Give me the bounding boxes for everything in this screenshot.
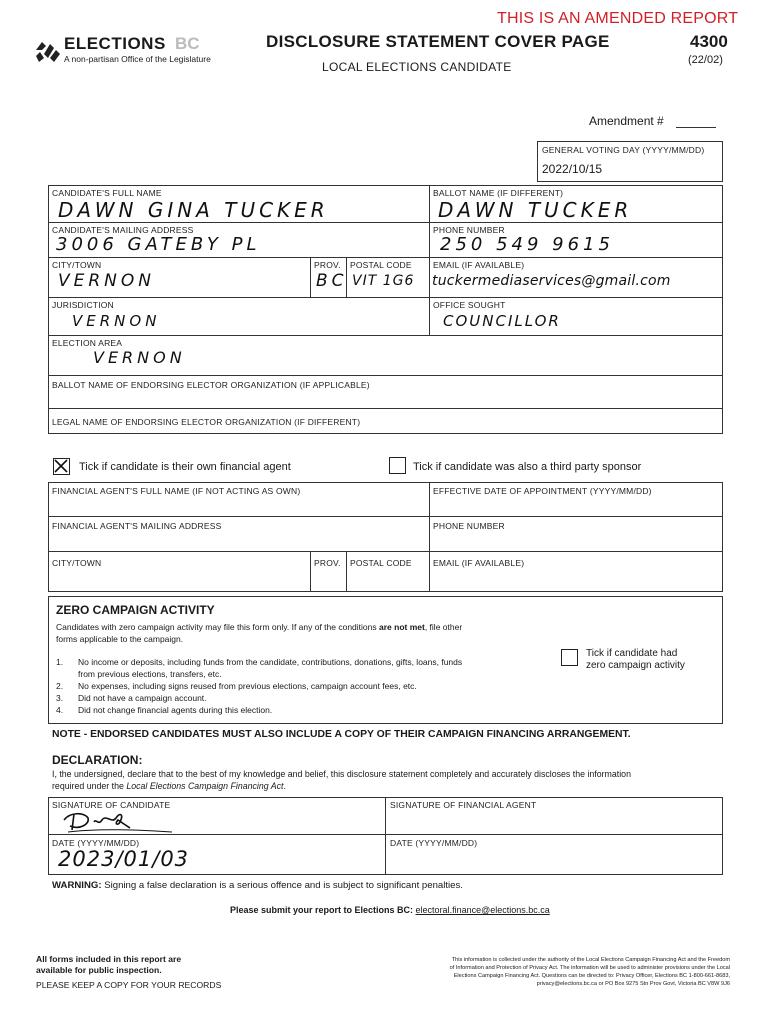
agent-phone-label: PHONE NUMBER bbox=[433, 521, 505, 531]
condition-item: 3. Did not have a campaign account. bbox=[56, 693, 207, 703]
candidate-name-label: CANDIDATE'S FULL NAME bbox=[52, 188, 162, 198]
prov-value[interactable]: BC bbox=[316, 271, 348, 291]
voting-day-box[interactable] bbox=[537, 141, 723, 182]
ballot-name-value[interactable]: DAWN TUCKER bbox=[438, 198, 633, 222]
phone-value[interactable]: 250 549 9615 bbox=[440, 234, 614, 255]
endorsed-note: NOTE - ENDORSED CANDIDATES MUST ALSO INCLUDE A COPY OF THEIR CAMPAIGN FINANCING ARRANGEMENT. bbox=[52, 729, 631, 740]
zero-campaign-tick-label: Tick if candidate had zero campaign activity bbox=[586, 648, 685, 671]
postal-value[interactable]: VIT 1G6 bbox=[352, 273, 415, 289]
warning-text: WARNING: Signing a false declaration is a serious offence and is subject to significant penalties. bbox=[52, 880, 463, 891]
candidate-date-label: DATE (YYYY/MM/DD) bbox=[52, 838, 140, 848]
elections-bc-logo bbox=[34, 34, 224, 68]
election-area-value[interactable]: VERNON bbox=[93, 348, 186, 367]
agent-postal-label: POSTAL CODE bbox=[350, 558, 412, 568]
condition-item: 4. Did not change financial agents during this election. bbox=[56, 705, 273, 715]
logo-mark-icon bbox=[34, 36, 64, 64]
financial-agent-section bbox=[48, 482, 723, 592]
mailing-address-value[interactable]: 3006 GATEBY PL bbox=[56, 234, 261, 255]
declaration-text: I, the undersigned, declare that to the best of my knowledge and belief, this disclosure statement completely and accurately discloses the information required under the Local Elections Campaign Financing Act. bbox=[52, 769, 631, 791]
agent-city-label: CITY/TOWN bbox=[52, 558, 102, 568]
amended-banner: THIS IS AN AMENDED REPORT bbox=[497, 10, 739, 27]
condition-item: 1. No income or deposits, including funds from the candidate, contributions, donations, gifts, loans, funds bbox=[56, 657, 463, 667]
phone-label: PHONE NUMBER bbox=[433, 225, 505, 235]
condition-item: 2. No expenses, including signs reused from previous elections, campaign account fees, etc. bbox=[56, 681, 417, 691]
jurisdiction-value[interactable]: VERNON bbox=[72, 312, 161, 330]
checkmark-x-icon bbox=[54, 459, 68, 473]
logo-text: ELECTIONS bbox=[64, 34, 166, 53]
submit-instructions: Please submit your report to Elections BC: electoral.finance@elections.bc.ca bbox=[230, 905, 550, 915]
voting-day-value: 2022/10/15 bbox=[542, 162, 603, 176]
office-sought-value[interactable]: COUNCILLOR bbox=[443, 312, 561, 330]
ballot-name-label: BALLOT NAME (IF DIFFERENT) bbox=[433, 188, 564, 198]
candidate-name-value[interactable]: DAWN GINA TUCKER bbox=[58, 198, 329, 222]
endorsing-org-label: BALLOT NAME OF ENDORSING ELECTOR ORGANIZATION (IF APPLICABLE) bbox=[52, 380, 370, 390]
postal-label: POSTAL CODE bbox=[350, 260, 412, 270]
zero-campaign-title: ZERO CAMPAIGN ACTIVITY bbox=[56, 603, 215, 617]
amendment-label: Amendment # bbox=[589, 114, 664, 128]
condition-item: from previous elections, transfers, etc. bbox=[78, 669, 222, 679]
voting-day-label: GENERAL VOTING DAY (YYYY/MM/DD) bbox=[542, 145, 705, 155]
public-inspection-note: All forms included in this report are available for public inspection. PLEASE KEEP A COPY FOR YOUR RECORDS bbox=[36, 954, 222, 990]
logo-tagline: A non-partisan Office of the Legislature bbox=[64, 54, 211, 64]
city-label: CITY/TOWN bbox=[52, 260, 102, 270]
agent-mailing-label: FINANCIAL AGENT'S MAILING ADDRESS bbox=[52, 521, 222, 531]
declaration-title: DECLARATION: bbox=[52, 753, 143, 767]
own-agent-checkbox[interactable] bbox=[53, 458, 70, 475]
email-value[interactable]: tuckermediaservices@gmail.com bbox=[432, 273, 671, 289]
candidate-date-value[interactable]: 2023/01/03 bbox=[58, 847, 190, 871]
third-party-sponsor-checkbox[interactable] bbox=[389, 457, 406, 474]
submit-email-link[interactable]: electoral.finance@elections.bc.ca bbox=[415, 905, 550, 915]
mailing-address-label: CANDIDATE'S MAILING ADDRESS bbox=[52, 225, 194, 235]
own-agent-label: Tick if candidate is their own financial agent bbox=[79, 461, 291, 473]
zero-campaign-checkbox[interactable] bbox=[561, 649, 578, 666]
office-sought-label: OFFICE SOUGHT bbox=[433, 300, 506, 310]
agent-name-label: FINANCIAL AGENT'S FULL NAME (IF NOT ACTING AS OWN) bbox=[52, 486, 301, 496]
agent-prov-label: PROV. bbox=[314, 558, 341, 568]
zero-campaign-conditions bbox=[56, 656, 546, 716]
candidate-signature[interactable] bbox=[60, 806, 180, 834]
logo-bc: BC bbox=[175, 34, 200, 53]
agent-effective-date-label: EFFECTIVE DATE OF APPOINTMENT (YYYY/MM/DD) bbox=[433, 486, 652, 496]
amendment-field[interactable] bbox=[676, 127, 716, 128]
agent-date-label: DATE (YYYY/MM/DD) bbox=[390, 838, 478, 848]
legal-endorsing-org-label: LEGAL NAME OF ENDORSING ELECTOR ORGANIZATION (IF DIFFERENT) bbox=[52, 417, 361, 427]
email-label: EMAIL (IF AVAILABLE) bbox=[433, 260, 525, 270]
page-subtitle: LOCAL ELECTIONS CANDIDATE bbox=[322, 60, 512, 74]
agent-signature-label: SIGNATURE OF FINANCIAL AGENT bbox=[390, 800, 537, 810]
privacy-notice: This information is collected under the authority of the Local Elections Campaign Financing Act and the Freedom of Information and Protection of Privacy Act. The information will be used to administer provisions under the Local Elections Campaign Financing Act. Questions can be directed to: Privacy Officer, Elections BC 1-800-661-8683, privacy@elections.bc.ca or PO Box 9275 Stn Prov Govt, Victoria BC V8W 9J6 bbox=[449, 957, 730, 987]
election-area-label: ELECTION AREA bbox=[52, 338, 123, 348]
jurisdiction-label: JURISDICTION bbox=[52, 300, 114, 310]
agent-email-label: EMAIL (IF AVAILABLE) bbox=[433, 558, 525, 568]
prov-label: PROV. bbox=[314, 260, 341, 270]
candidate-signature-label: SIGNATURE OF CANDIDATE bbox=[52, 800, 171, 810]
third-party-sponsor-label: Tick if candidate was also a third party sponsor bbox=[413, 461, 642, 473]
city-value[interactable]: VERNON bbox=[58, 271, 155, 291]
page-title: DISCLOSURE STATEMENT COVER PAGE bbox=[266, 32, 610, 51]
zero-campaign-intro: Candidates with zero campaign activity may file this form only. If any of the conditions are not met, file other forms applicable to the campaign. bbox=[56, 622, 463, 644]
form-number: 4300 bbox=[690, 32, 728, 51]
form-version: (22/02) bbox=[688, 54, 723, 66]
